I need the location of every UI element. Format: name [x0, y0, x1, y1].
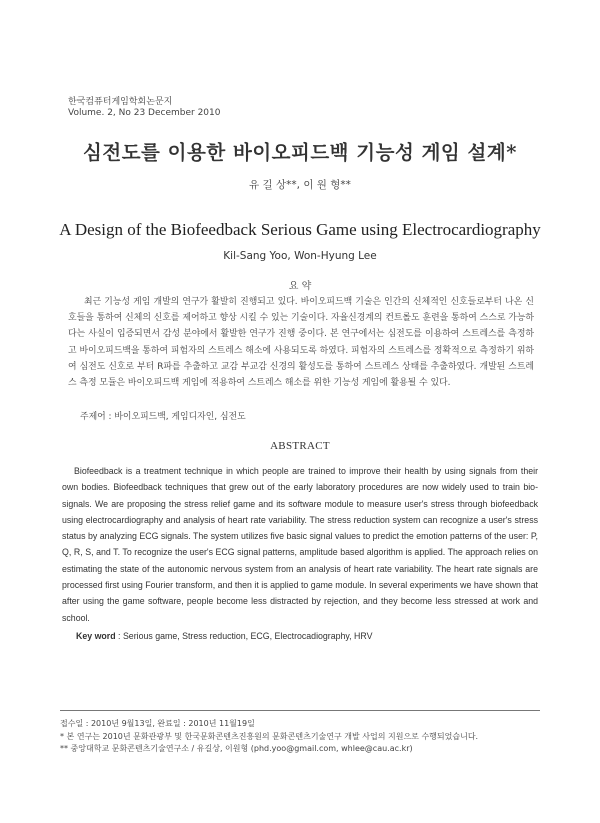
footnote-divider [60, 710, 540, 711]
korean-abstract: 최근 기능성 게임 개발의 연구가 활발히 진행되고 있다. 바이오피드백 기술은 인간의 신체적인 신호들로부터 나온 신호들을 통하여 신체의 신호를 제어하고 향상 시킬 수 있는 기술이다. 자율신경계의 컨트롤도 훈련을 통하여 스스로 가능하다는 사실이 입증되면서 감성 분야에서 활발한 연구가 진행 중이다. 본 연구에서는 심전도를 이용하여 스트레스를 측정하고 바이오피드백을 통하여 피험자의 스트레스 해소에 사용되도록 하였다. 피험자의 스트레스를 정확적으로 측정하기 위하여 심전도 신호로 부터 R파를 추출하고 교감 부교감 신경의 활성도를 통하여 스트레스 상태를 추출하였다. 개발된 스트레스 측정 모듈은 바이오피드백 게임에 적용하여 스트레스 해소를 위한 기능성 게임에 활용될 수 있다. [68, 297, 534, 389]
korean-abstract-heading: 요 약 [288, 281, 312, 292]
footnote-dates: 접수일 : 2010년 9월13일, 완료일 : 2010년 11월19일 [60, 719, 255, 728]
journal-issue: Volume. 2, No 23 December 2010 [68, 108, 221, 118]
english-abstract-heading: ABSTRACT [270, 440, 330, 452]
korean-authors: 유 길 상**, 이 원 형** [249, 179, 351, 191]
footnote-funding: * 본 연구는 2010년 문화관광부 및 한국문화콘텐츠진흥원의 문화콘텐츠기술연구 개발 사업의 지원으로 수행되었습니다. [60, 732, 479, 741]
footnote-affiliation: ** 중앙대학교 문화콘텐츠기술연구소 / 유길상, 이원형 (phd.yoo@gmail.com, whlee@cau.ac.kr) [60, 744, 413, 753]
korean-keywords: 주제어 : 바이오피드백, 게임디자인, 심전도 [80, 412, 246, 422]
keywords-list: : Serious game, Stress reduction, ECG, Electrocadiography, HRV [115, 631, 373, 641]
english-abstract: Biofeedback is a treatment technique in which people are trained to improve their health by using signals from their own bodies. Biofeedback techniques that grew out of the early laboratory procedures are now widely used to train bio-signals. We are proposing the stress relief game and its software module to measure user's stress through biofeedback using electrocardiography and analysis of heart rate variability. The stress reduction system can recognize a user's stress status by analyzing ECG signals. The system utilizes five basic signal values to predict the emotion patterns of the user: P, Q, R, S, and T. To recognize the user's ECG signal patterns, amplitude based algorithm is applied. The approach relies on estimating the state of the autonomic nervous system from an analysis of heart rate variability. The heart rate signals are processed first using Fourier transform, and then it is applied to game module. In several experiments we have shown that after using the game software, people become less distracted by rejection, and they become less stressed at work and school. [62, 466, 538, 623]
keywords-label: Key word [76, 631, 116, 641]
journal-name: 한국컴퓨터게임학회논문지 [68, 97, 173, 107]
english-title: A Design of the Biofeedback Serious Game using Electrocardiography [59, 220, 541, 239]
korean-title: 심전도를 이용한 바이오피드백 기능성 게임 설계* [83, 141, 517, 164]
english-keywords [76, 631, 372, 641]
english-authors: Kil-Sang Yoo, Won-Hyung Lee [223, 250, 377, 262]
